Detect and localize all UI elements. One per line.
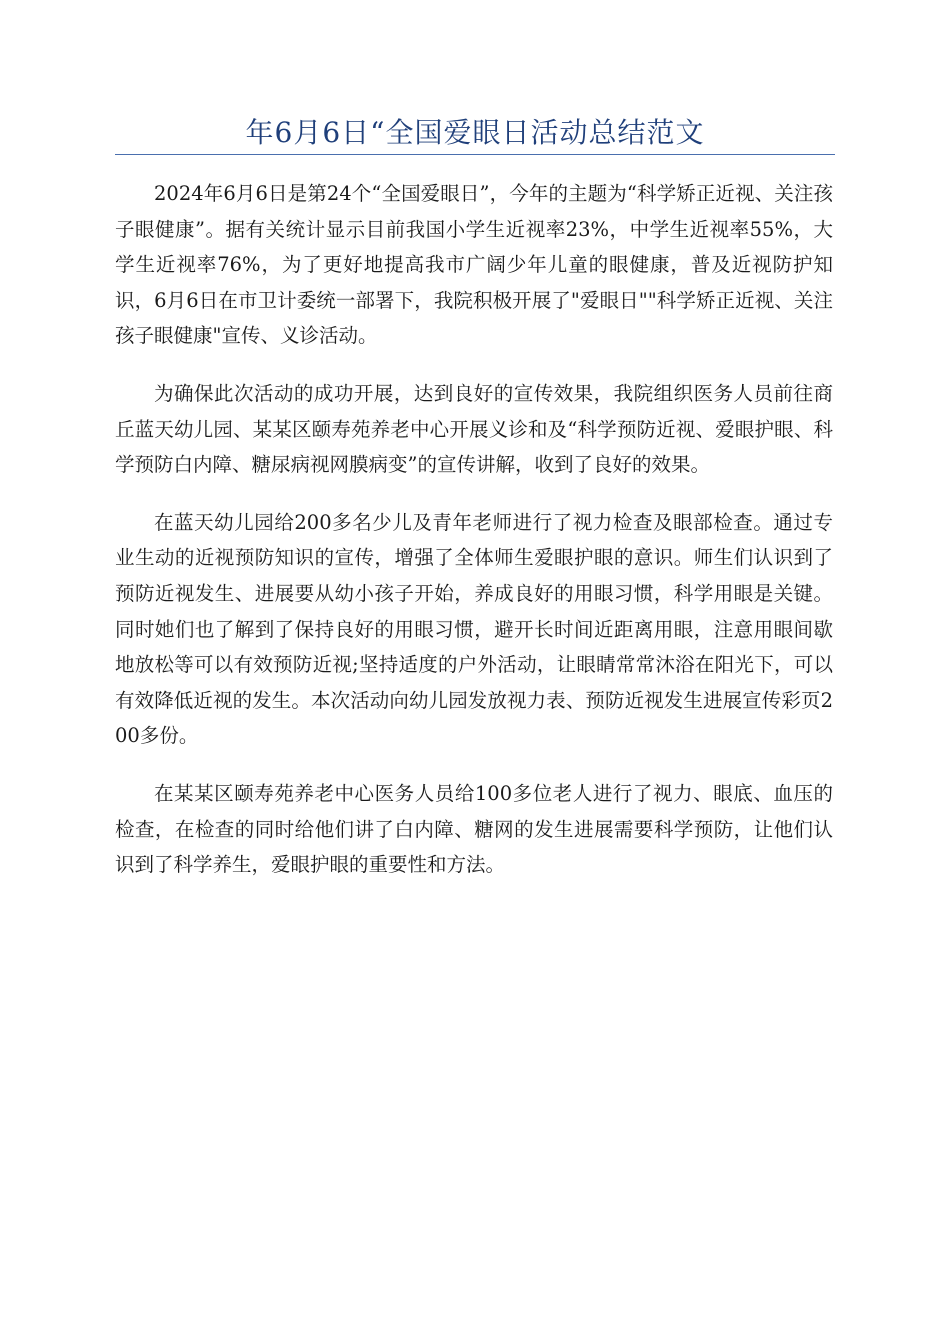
paragraph-elderly-center: 在某某区颐寿苑养老中心医务人员给100多位老人进行了视力、眼底、血压的检查，在检查的同时给他们讲了白内障、糖网的发生进展需要科学预防，让他们认识到了科学养生，爱眼护眼的重要性和方法。	[115, 781, 833, 877]
document-body	[115, 176, 833, 905]
paragraph-kindergarten: 在蓝天幼儿园给200多名少儿及青年老师进行了视力检查及眼部检查。通过专业生动的近视预防知识的宣传，增强了全体师生爱眼护眼的意识。师生们认识到了预防近视发生、进展要从幼小孩子开始，养成良好的用眼习惯，科学用眼是关键。同时她们也了解到了保持良好的用眼习惯，避开长时间近距离用眼，注意用眼间歇地放松等可以有效预防近视;坚持适度的户外活动，让眼睛常常沐浴在阳光下，可以有效降低近视的发生。本次活动向幼儿园发放视力表、预防近视发生进展宣传彩页200多份。	[115, 510, 833, 748]
document-title: 年6月6日“全国爱眼日活动总结范文	[245, 116, 705, 149]
title-underline	[115, 154, 835, 155]
paragraph-organization: 为确保此次活动的成功开展，达到良好的宣传效果，我院组织医务人员前往商丘蓝天幼儿园、某某区颐寿苑养老中心开展义诊和及“科学预防近视、爱眼护眼、科学预防白内障、糖尿病视网膜病变”的宣传讲解，收到了良好的效果。	[115, 381, 833, 477]
paragraph-intro: 2024年6月6日是第24个“全国爱眼日”，今年的主题为“科学矫正近视、关注孩子眼健康”。据有关统计显示目前我国小学生近视率23%，中学生近视率55%，大学生近视率76%，为了更好地提高我市广阔少年儿童的眼健康，普及近视防护知识，6月6日在市卫计委统一部署下，我院积极开展了"爱眼日""科学矫正近视、关注孩子眼健康"宣传、义诊活动。	[115, 182, 833, 348]
title-block	[115, 112, 835, 154]
